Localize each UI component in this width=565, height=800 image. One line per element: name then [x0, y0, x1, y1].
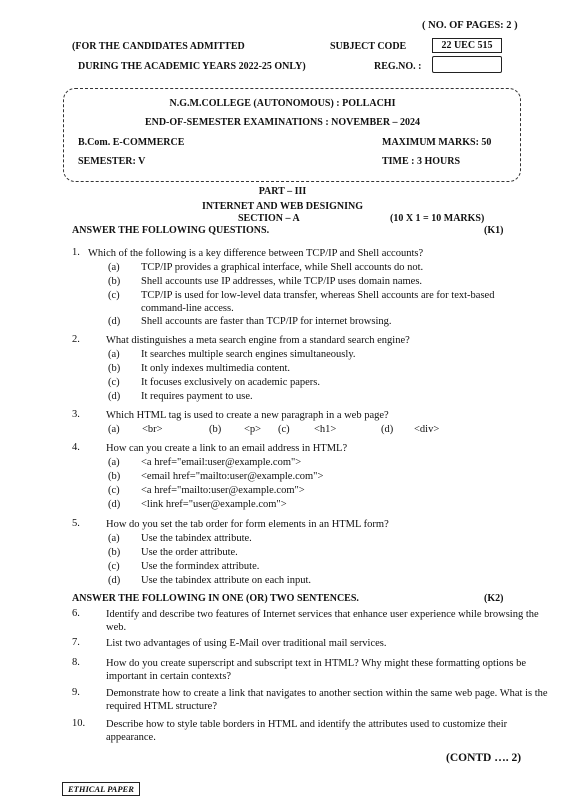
- option-label: (d): [108, 499, 121, 510]
- question-text: How can you create a link to an email address in HTML?: [106, 443, 348, 454]
- option-text: It searches multiple search engines simultaneously.: [141, 349, 356, 360]
- option-label: (b): [209, 424, 222, 435]
- option-label: (a): [108, 533, 120, 544]
- option-label: (b): [108, 276, 121, 287]
- instruction-k2: ANSWER THE FOLLOWING IN ONE (OR) TWO SENTENCES.: [72, 593, 359, 604]
- option-text: It focuses exclusively on academic papers.: [141, 377, 321, 388]
- option-text: <a href="mailto:user@example.com">: [141, 485, 305, 496]
- subject-code: 22 UEC 515: [441, 40, 493, 51]
- option-inline: [108, 424, 120, 435]
- option-label: (b): [108, 363, 121, 374]
- option-text: <h1>: [314, 424, 337, 435]
- option-label: (d): [108, 391, 121, 402]
- question-number: 3.: [72, 409, 80, 420]
- exam-title: END-OF-SEMESTER EXAMINATIONS : NOVEMBER – 2024: [144, 117, 421, 128]
- option-inline: [209, 424, 221, 435]
- section-marks: (10 X 1 = 10 MARKS): [390, 213, 485, 224]
- candidates-line-2: DURING THE ACADEMIC YEARS 2022-25 ONLY): [78, 61, 306, 72]
- ethical-paper-tag: ETHICAL PAPER: [62, 782, 140, 796]
- option-text: <br>: [142, 424, 163, 435]
- option-inline: [414, 424, 439, 435]
- max-marks: MAXIMUM MARKS: 50: [382, 137, 492, 148]
- continued-marker: (CONTD …. 2): [446, 752, 522, 764]
- option-label: (a): [108, 262, 120, 273]
- option-text: TCP/IP provides a graphical interface, while Shell accounts do not.: [141, 262, 424, 273]
- section-heading: SECTION – A: [238, 213, 300, 224]
- question-number: 1.: [72, 247, 80, 258]
- question-text: How do you set the tab order for form elements in an HTML form?: [106, 519, 389, 530]
- option-label: (c): [108, 290, 120, 301]
- question-text: List two advantages of using E-Mail over traditional mail services.: [106, 638, 387, 649]
- instruction-k1: ANSWER THE FOLLOWING QUESTIONS.: [72, 225, 270, 236]
- option-label: (a): [108, 424, 120, 435]
- question-text: Which of the following is a key difference between TCP/IP and Shell accounts?: [88, 248, 424, 259]
- semester: SEMESTER: V: [78, 156, 146, 167]
- option-text: Use the order attribute.: [141, 547, 238, 558]
- option-label: (d): [108, 575, 121, 586]
- instruction-k1-level: (K1): [484, 225, 504, 236]
- paper-title: INTERNET AND WEB DESIGNING: [201, 201, 364, 212]
- option-text: Use the tabindex attribute.: [141, 533, 252, 544]
- regno-label: REG.NO. :: [374, 61, 422, 72]
- instruction-k2-level: (K2): [484, 593, 504, 604]
- option-inline: [142, 424, 163, 435]
- question-number: 10.: [72, 718, 86, 729]
- option-text: <link href="user@example.com">: [141, 499, 287, 510]
- college-name: N.G.M.COLLEGE (AUTONOMOUS) : POLLACHI: [169, 98, 396, 109]
- option-label: (c): [108, 485, 120, 496]
- option-text: Shell accounts are faster than TCP/IP for internet browsing.: [141, 316, 392, 327]
- course-name: B.Com. E-COMMERCE: [78, 137, 185, 148]
- page-count: ( NO. OF PAGES: 2 ): [422, 20, 518, 31]
- option-inline: [314, 424, 336, 435]
- option-text: <p>: [244, 424, 262, 435]
- question-text: How do you create superscript and subscript text in HTML? Why might these formatting options be important in certain contexts?: [106, 658, 527, 682]
- question-number: 8.: [72, 657, 80, 668]
- regno-box: [432, 56, 502, 73]
- option-label: (c): [108, 377, 120, 388]
- option-label: (c): [108, 561, 120, 572]
- option-text: It only indexes multimedia content.: [141, 363, 291, 374]
- option-label: (c): [278, 424, 290, 435]
- option-label: (b): [108, 547, 121, 558]
- option-label: (a): [108, 349, 120, 360]
- question-number: 5.: [72, 518, 80, 529]
- part-heading: PART – III: [258, 186, 307, 197]
- option-inline: [244, 424, 261, 435]
- exam-time: TIME : 3 HOURS: [382, 156, 461, 167]
- question-number: 7.: [72, 637, 80, 648]
- question-text: Demonstrate how to create a link that navigates to another section within the same web page. What is the required HTML structure?: [106, 688, 548, 712]
- subject-code-box: [432, 38, 502, 53]
- option-label: (b): [108, 471, 121, 482]
- option-text: Use the tabindex attribute on each input.: [141, 575, 311, 586]
- option-label: (a): [108, 457, 120, 468]
- question-text: What distinguishes a meta search engine from a standard search engine?: [106, 335, 410, 346]
- option-text: Shell accounts use IP addresses, while TCP/IP uses domain names.: [141, 276, 423, 287]
- question-number: 6.: [72, 608, 80, 619]
- option-inline: [278, 424, 290, 435]
- question-text: Describe how to style table borders in HTML and identify the attributes used to customize their appearance.: [106, 719, 508, 743]
- candidates-line-1: (FOR THE CANDIDATES ADMITTED: [72, 41, 245, 52]
- option-inline: [381, 424, 393, 435]
- question-text: Which HTML tag is used to create a new paragraph in a web page?: [106, 410, 389, 421]
- question-text: Identify and describe two features of Internet services that enhance user experience while browsing the web.: [106, 609, 539, 633]
- option-text: It requires payment to use.: [141, 391, 253, 402]
- option-text: <a href="email:user@example.com">: [141, 457, 302, 468]
- option-text: TCP/IP is used for low-level data transfer, whereas Shell accounts are for text-based command-line access.: [141, 290, 495, 314]
- option-text: Use the formindex attribute.: [141, 561, 260, 572]
- option-text: <email href="mailto:user@example.com">: [141, 471, 324, 482]
- question-number: 2.: [72, 334, 80, 345]
- question-number: 9.: [72, 687, 80, 698]
- question-number: 4.: [72, 442, 80, 453]
- option-label: (d): [381, 424, 394, 435]
- subject-code-label: SUBJECT CODE: [330, 41, 407, 52]
- option-text: <div>: [414, 424, 440, 435]
- option-label: (d): [108, 316, 121, 327]
